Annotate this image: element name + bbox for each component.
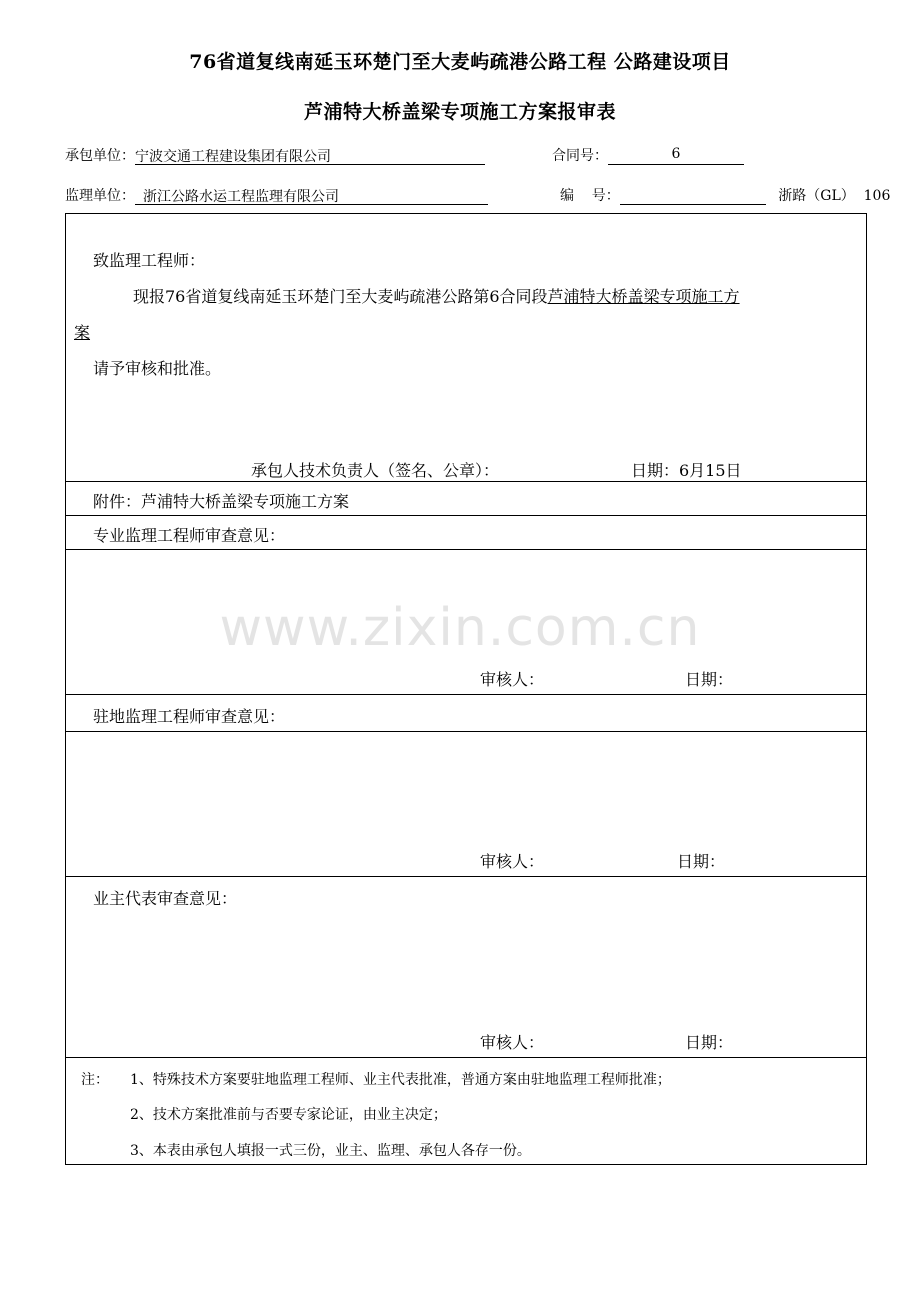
approval-request: 请予审核和批准。 xyxy=(93,359,222,378)
divider xyxy=(66,1057,866,1058)
review-date-resident: 日期： xyxy=(677,852,726,871)
salutation: 致监理工程师： xyxy=(93,251,206,270)
divider xyxy=(66,694,866,695)
divider xyxy=(66,731,866,732)
reviewer-label-resident: 审核人： xyxy=(480,852,545,871)
serial-row xyxy=(560,185,890,205)
review-date-specialist: 日期： xyxy=(685,670,734,689)
contractor-row xyxy=(65,145,485,165)
note-item: 3、本表由承包人填报一式三份，业主、监理、承包人各存一份。 xyxy=(130,1143,531,1159)
divider xyxy=(66,549,866,550)
review-title-resident: 驻地监理工程师审查意见： xyxy=(93,707,286,726)
serial-suffix: 浙路（GL） 106 xyxy=(778,188,891,204)
plan-name-link: 芦浦特大桥盖梁专项施工方 xyxy=(547,287,740,306)
contract-no-row xyxy=(552,145,744,165)
approval-form xyxy=(65,213,867,1165)
divider xyxy=(66,515,866,516)
watermark: www.zixin.com.cn xyxy=(219,598,701,658)
note-item: 2、技术方案批准前与否要专家论证，由业主决定； xyxy=(130,1107,447,1123)
contract-no-label: 合同号： xyxy=(552,148,608,164)
divider xyxy=(66,481,866,482)
contract-no-value: 6 xyxy=(671,146,681,162)
attachment: 附件：芦浦特大桥盖梁专项施工方案 xyxy=(93,492,350,511)
review-title-owner: 业主代表审查意见： xyxy=(93,889,238,908)
supervisor-row xyxy=(65,185,488,205)
review-date-owner: 日期： xyxy=(685,1033,734,1052)
document-title: 76省道复线南延玉环楚门至大麦屿疏港公路工程 公路建设项目 xyxy=(189,51,731,73)
contractor-value: 宁波交通工程建设集团有限公司 xyxy=(135,149,331,165)
plan-name-continued: 案 xyxy=(74,323,91,342)
review-title-specialist: 专业监理工程师审查意见： xyxy=(93,526,286,545)
contractor-signer-label: 承包人技术负责人（签名、公章）： xyxy=(251,461,500,480)
reviewer-label-specialist: 审核人： xyxy=(480,670,545,689)
form-title: 芦浦特大桥盖梁专项施工方案报审表 xyxy=(303,101,616,123)
contractor-label: 承包单位： xyxy=(65,148,135,164)
supervisor-value: 浙江公路水运工程监理有限公司 xyxy=(143,189,339,205)
submission-date: 日期：6月15日 xyxy=(631,461,742,480)
notes-label: 注： xyxy=(81,1072,109,1088)
supervisor-label: 监理单位： xyxy=(65,188,135,204)
submission-body: 现报76省道复线南延玉环楚门至大麦屿疏港公路第6合同段芦浦特大桥盖梁专项施工方 xyxy=(133,287,740,306)
reviewer-label-owner: 审核人： xyxy=(480,1033,545,1052)
serial-label: 编 号： xyxy=(560,188,620,204)
divider xyxy=(66,876,866,877)
note-item: 1、特殊技术方案要驻地监理工程师、业主代表批准，普通方案由驻地监理工程师批准； xyxy=(130,1072,671,1088)
